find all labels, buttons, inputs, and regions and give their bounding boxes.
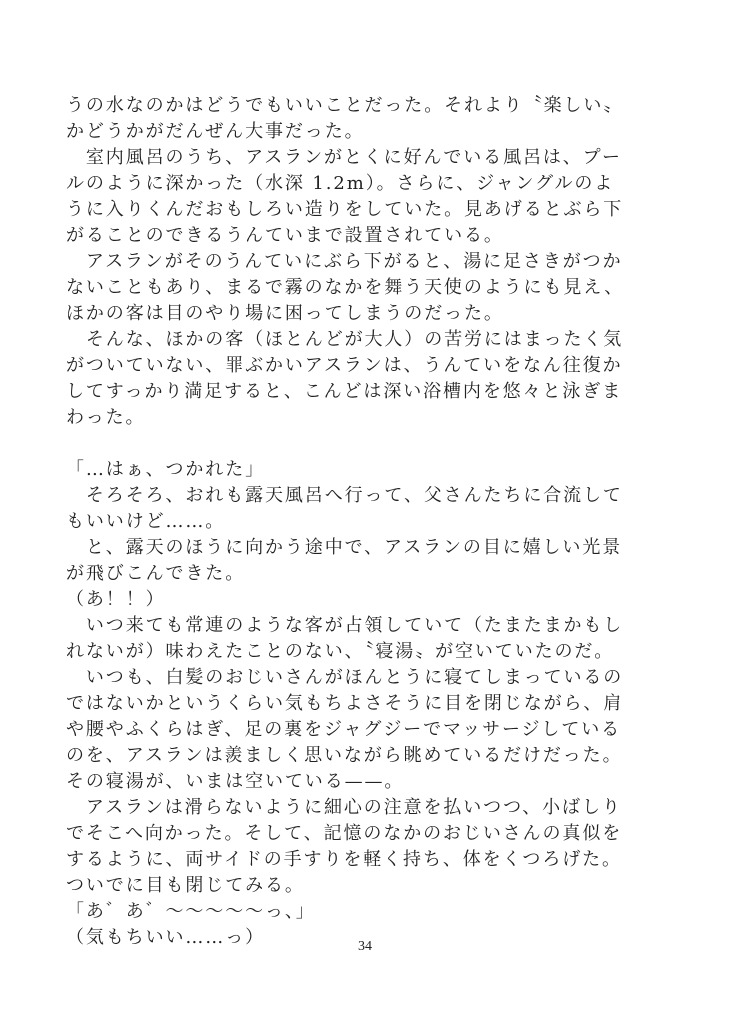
text-line: 室内風呂のうち、アスランがとくに好んでいる風呂は、プー (66, 147, 622, 168)
text-line: アスランは滑らないように細心の注意を払いつつ、小ばしり (66, 797, 622, 818)
text-line: と、露天のほうに向かう途中で、アスランの目に嬉しい光景 (66, 537, 623, 558)
text-line: （あ！！） (66, 589, 166, 610)
text-line: アスランがそのうんていにぶら下がると、湯に足さきがつか (66, 251, 623, 272)
text-line: がることのできるうんていまで設置されている。 (66, 225, 504, 246)
text-line: そんな、ほかの客（ほとんどが大人）の苦労にはまったく気 (66, 329, 624, 350)
text-line: ないこともあり、まるで霧のなかを舞う天使のようにも見え、 (66, 277, 625, 298)
text-line: が飛びこんできた。 (66, 563, 246, 584)
text-line: （気もちいい……っ） (66, 927, 265, 948)
text-line: のを、アスランは羨ましく思いながら眺めているだけだった。 (66, 745, 623, 766)
text-line: わった。 (66, 407, 146, 428)
text-line: するように、両サイドの手すりを軽く持ち、体をくつろげた。 (66, 849, 622, 870)
text-line: もいいけど……。 (66, 511, 226, 532)
text-line: や腰やふくらはぎ、足の裏をジャグジーでマッサージしている (66, 719, 622, 740)
text-line: れないが）味わえたことのない、〝寝湯〟が空いていたのだ。 (66, 641, 615, 662)
text-line: いつも、白髪のおじいさんがほんとうに寝てしまっているの (66, 667, 624, 688)
text-line: かどうかがだんぜん大事だった。 (66, 121, 365, 142)
text-line: その寝湯が、いまは空いている——。 (66, 771, 405, 792)
blank-line (66, 431, 596, 457)
text-line: うの水なのかはどうでもいいことだった。それより〝楽しい〟 (66, 95, 624, 116)
text-line: そろそろ、おれも露天風呂へ行って、父さんたちに合流して (66, 485, 623, 506)
text-line: ついでに目も閉じてみる。 (66, 875, 305, 896)
text-line: いつ来ても常連のような客が占領していて（たまたまかもし (66, 615, 624, 636)
text-line: がついていない、罪ぶかいアスランは、うんていをなん往復か (66, 355, 623, 376)
text-line: 「あ゛あ゛〜〜〜〜〜っ、」 (66, 901, 316, 922)
body-text (66, 93, 625, 951)
text-line: ほかの客は目のやり場に困ってしまうのだった。 (66, 303, 504, 324)
text-line: ではないかというくらい気もちよさそうに目を閉じながら、肩 (66, 693, 624, 714)
text-line: うに入りくんだおもしろい造りをしていた。見あげるとぶら下 (66, 199, 624, 220)
text-line: ルのように深かった（水深 1.2m）。さらに、ジャングルのよ (66, 173, 615, 194)
text-line: でそこへ向かった。そして、記憶のなかのおじいさんの真似を (66, 823, 623, 844)
text-line: 「…はぁ、つかれた」 (66, 459, 265, 480)
page-number: 34 (358, 939, 372, 954)
text-line: してすっかり満足すると、こんどは深い浴槽内を悠々と泳ぎま (66, 381, 623, 402)
